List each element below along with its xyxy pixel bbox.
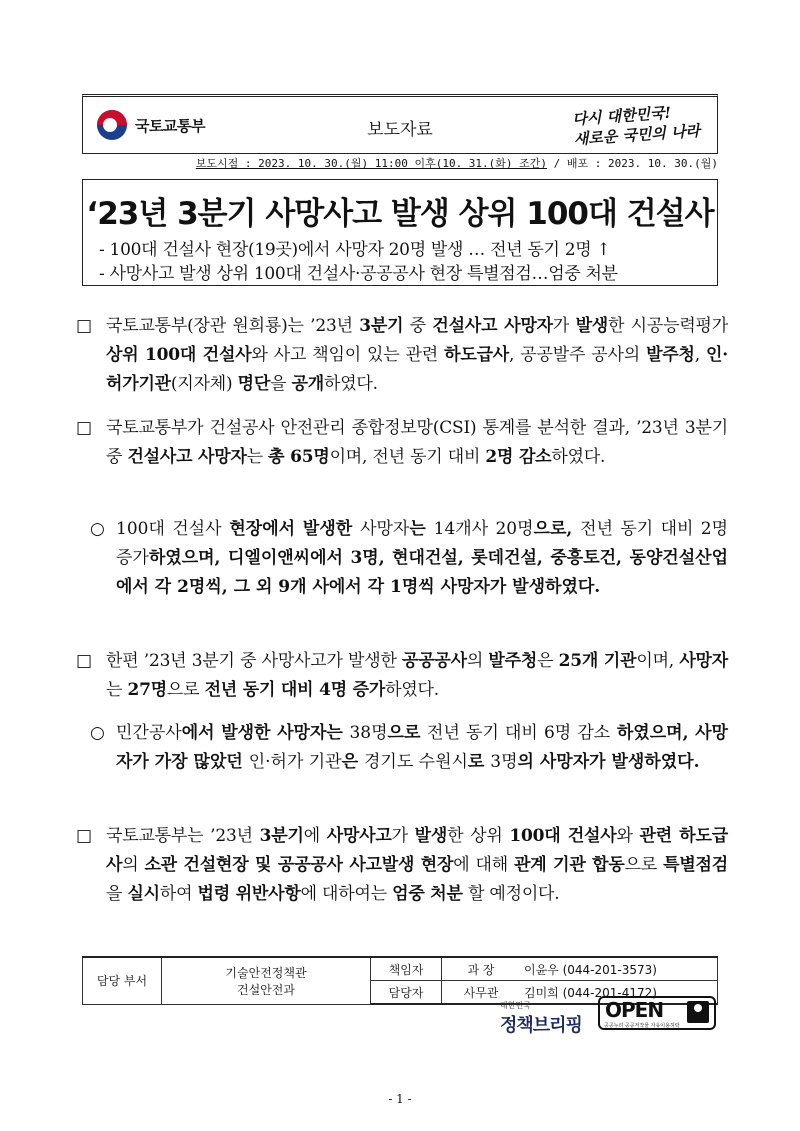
emphasis-text: 현장에서 발생한 xyxy=(221,519,361,539)
body-text: 의 xyxy=(466,651,489,671)
dept-name xyxy=(162,957,371,1004)
kogl-open-badge xyxy=(598,996,716,1030)
contact-person: 이윤우 (044-201-3573) xyxy=(520,957,718,981)
ministry-name: 국토교통부 xyxy=(135,116,205,135)
paragraph-4 xyxy=(76,822,728,909)
emphasis-text: 으로, xyxy=(533,519,581,539)
circle-bullet: ○ xyxy=(90,519,105,539)
emphasis-text: 총 65명 xyxy=(268,447,330,467)
body-text: 14개사 20명 xyxy=(433,519,534,539)
press-release-label: 보도자료 xyxy=(367,120,433,140)
body-text: 는 xyxy=(246,447,269,467)
body-text: 전년 동기 대비 2명 증가 xyxy=(116,519,729,568)
paragraph-1 xyxy=(76,312,728,399)
emphasis-text: 으로 xyxy=(387,723,428,743)
emphasis-text: 발생 xyxy=(414,826,448,846)
brief-big-text: 정책브리핑 xyxy=(500,1015,582,1036)
emphasis-text: 발주청 xyxy=(646,345,695,365)
body-text: 에 대하여는 xyxy=(300,884,393,904)
paragraph-2 xyxy=(76,414,728,472)
body-text: 와 xyxy=(616,826,640,846)
slogan-line-2: 새로운 국민의 나라 xyxy=(572,121,701,149)
body-text: 가 xyxy=(552,316,576,336)
body-text: , 공공발주 공사의 xyxy=(509,345,647,365)
body-text: 한 시공능력평가 xyxy=(608,316,728,336)
body-text: 한편 ’23년 3분기 중 사망사고가 발생한 xyxy=(106,651,402,671)
body-text: 한 상위 xyxy=(447,826,510,846)
page-number: - 1 - xyxy=(388,1092,412,1106)
paragraph-text xyxy=(106,647,728,705)
body-text: 경기도 수원시 xyxy=(363,752,468,772)
body-text: 이며, xyxy=(636,651,680,671)
attribution-person-icon xyxy=(687,1001,709,1023)
emphasis-text: 엄중 처분 xyxy=(392,884,463,904)
emphasis-text: 관계 기관 합동 xyxy=(514,855,625,875)
emphasis-text: 100대 건설사 xyxy=(509,826,617,846)
emphasis-text: 로 xyxy=(467,752,491,772)
body-text: 는 xyxy=(106,680,128,700)
body-text: 전년 동기 대비 6명 감소 xyxy=(427,723,611,743)
box-bullet: □ xyxy=(76,826,92,846)
box-bullet: □ xyxy=(76,316,92,336)
job-title: 사무관 xyxy=(442,981,521,1005)
body-text: 에 xyxy=(303,826,327,846)
dept-line-2: 건설안전과 xyxy=(237,982,295,997)
paragraph-2a xyxy=(90,515,728,602)
dept-line-1: 기술안전정책관 xyxy=(225,965,307,980)
body-text: 국토교통부는 ’23년 xyxy=(106,826,260,846)
body-text: 가 xyxy=(391,826,415,846)
body-text: 에 대해 xyxy=(453,855,515,875)
body-text: 인·허가 기관 xyxy=(248,752,342,772)
paragraph-3a xyxy=(90,719,728,777)
dept-label: 담당 부서 xyxy=(83,957,162,1004)
paragraph-text xyxy=(106,414,728,472)
slogan-line-1: 다시 대한민국! xyxy=(571,103,672,129)
embargo-line xyxy=(196,155,718,171)
emphasis-text: 사망자 xyxy=(679,651,728,671)
paragraph-text xyxy=(116,515,728,602)
open-tiny-text: 공공누리 공공저작물 자유이용허락 xyxy=(604,1023,680,1029)
distribution-date: / 배포 : 2023. 10. 30.(월) xyxy=(547,157,718,170)
emphasis-text: 공개 xyxy=(291,374,324,394)
contact-row xyxy=(83,957,718,981)
header-box xyxy=(82,94,718,154)
slogan xyxy=(571,101,700,150)
body-text: 국토교통부(장관 원희룡)는 ’23년 xyxy=(106,316,360,336)
circle-bullet: ○ xyxy=(90,723,105,743)
open-word: OPEN xyxy=(605,998,664,1022)
emphasis-text: 상위 100대 건설사 xyxy=(106,345,252,365)
emphasis-text: 법령 위반사항 xyxy=(197,884,301,904)
emphasis-text: 은 xyxy=(341,752,364,772)
role-label: 책임자 xyxy=(371,957,442,981)
body-text: (지자체) xyxy=(170,374,238,394)
emphasis-text: 27명 xyxy=(127,680,167,700)
job-title: 과 장 xyxy=(442,957,521,981)
body-text: 와 사고 책임이 있는 관련 xyxy=(251,345,445,365)
role-label: 담당자 xyxy=(371,981,442,1005)
emphasis-text: 소관 건설현장 및 공공공사 사고발생 현장 xyxy=(144,855,454,875)
emphasis-text: 발생 xyxy=(575,316,609,336)
emphasis-text: 건설사고 사망자 xyxy=(432,316,553,336)
body-text: 민간공사 xyxy=(116,723,182,743)
emphasis-text: 의 사망자가 발생하였다. xyxy=(517,752,700,772)
embargo-time: 보도시점 : 2023. 10. 30.(월) 11:00 이후(10. 31.(화) 조간) xyxy=(195,157,548,170)
subtitle-2: - 사망사고 발생 상위 100대 건설사·공공공사 현장 특별점검…엄중 처분 xyxy=(99,264,618,284)
emphasis-text: 전년 동기 대비 4명 증가 xyxy=(204,680,386,700)
body-text: 하였다. xyxy=(551,447,606,467)
emphasis-text: 사망사고 xyxy=(326,826,392,846)
body-text: 의 xyxy=(122,855,145,875)
body-text: 할 예정이다. xyxy=(462,884,560,904)
emphasis-text: 하도급사 xyxy=(444,345,510,365)
emphasis-text: 3분기 xyxy=(259,826,304,846)
paragraph-text xyxy=(106,822,728,909)
contact-person: 김미희 (044-201-4172) xyxy=(520,981,718,1005)
subtitle-1: - 100대 건설사 현장(19곳)에서 사망자 20명 발생 … 전년 동기 2명 ↑ xyxy=(99,240,611,260)
emphasis-text: 하였으며, 디엘이앤씨에서 3명, 현대건설, 롯데건설, 중흥토건, 동양건설산업에서 각 2명씩, 그 외 9개 사에서 각 1명씩 사망자가 발생하였다. xyxy=(116,548,728,597)
box-bullet: □ xyxy=(76,651,92,671)
brief-small-text: 대한민국 xyxy=(500,1001,531,1010)
emphasis-text: 하였으며, 사망자가 가장 많았던 xyxy=(116,723,728,772)
body-text: 으로 xyxy=(166,680,205,700)
body-text: 100대 건설사 xyxy=(116,519,222,539)
title-box xyxy=(82,179,718,286)
paragraph-3 xyxy=(76,647,728,705)
body-text: 3명 xyxy=(490,752,518,772)
body-text: , xyxy=(694,345,707,365)
emphasis-text: 공공공사 xyxy=(401,651,467,671)
body-text: 을 xyxy=(106,884,128,904)
emphasis-text: 명단 xyxy=(237,374,271,394)
body-text: 하였다. xyxy=(385,680,439,700)
paragraph-text xyxy=(106,312,728,399)
policy-briefing-logo xyxy=(500,1000,582,1037)
emphasis-text: 실시 xyxy=(127,884,160,904)
body-text: 38명 xyxy=(349,723,388,743)
emphasis-text: 25개 기관 xyxy=(558,651,637,671)
emphasis-text: 발주청 xyxy=(488,651,538,671)
emphasis-text: 특별점검 xyxy=(663,855,728,875)
emphasis-text: 2명 감소 xyxy=(485,447,552,467)
emphasis-text: 3분기 xyxy=(359,316,404,336)
main-title: ‘23년 3분기 사망사고 발생 상위 100대 건설사 xyxy=(86,196,714,232)
emphasis-text: 는 xyxy=(409,519,434,539)
body-text: 국토교통부가 건설공사 안전관리 종합정보망(CSI) 통계를 분석한 결과, ’23년 3분기 중 xyxy=(106,418,728,467)
emphasis-text: 건설사고 사망자 xyxy=(127,447,247,467)
body-text: 이며, 전년 동기 대비 xyxy=(329,447,486,467)
body-text: 을 xyxy=(270,374,292,394)
body-text: 하여 xyxy=(159,884,198,904)
body-text: 은 xyxy=(537,651,559,671)
body-text: 중 xyxy=(403,316,433,336)
body-text: 사망자 xyxy=(360,519,410,539)
emphasis-text: 관련 하도급사 xyxy=(106,826,728,875)
box-bullet: □ xyxy=(76,418,92,438)
emphasis-text: 에서 발생한 사망자는 xyxy=(181,723,350,743)
paragraph-text xyxy=(116,719,728,777)
body-text: 으로 xyxy=(624,855,664,875)
body-text: 하였다. xyxy=(323,374,378,394)
emphasis-text: 인·허가기관 xyxy=(106,345,728,394)
